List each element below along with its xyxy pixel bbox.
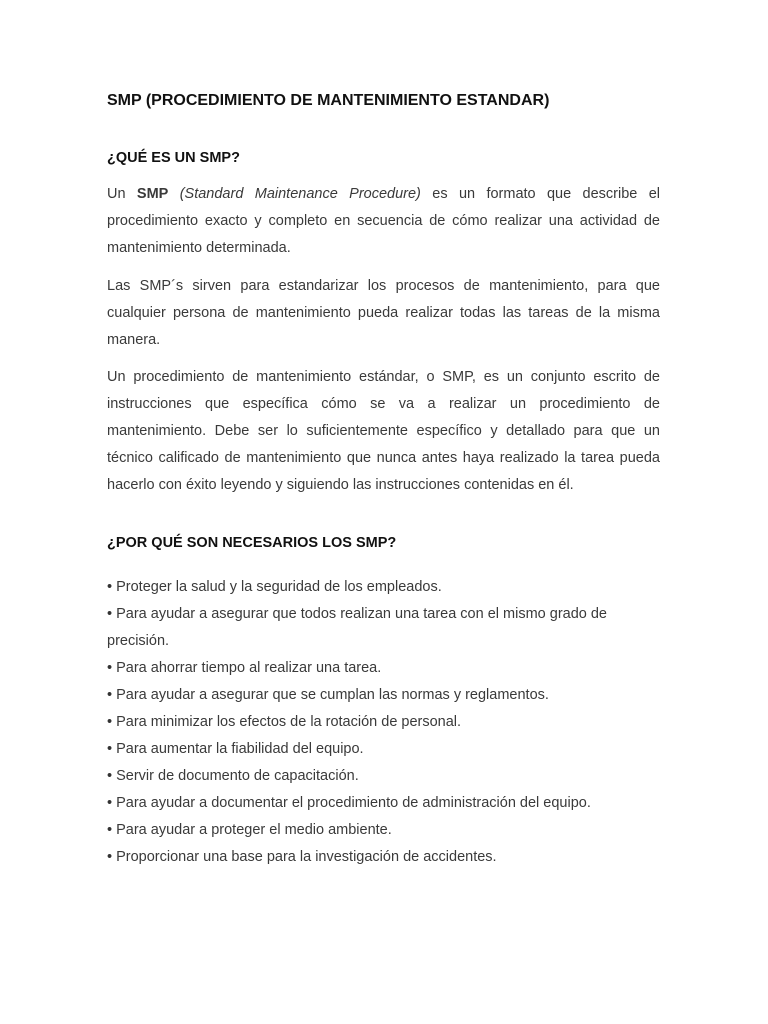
smp-acronym: SMP	[136, 186, 169, 202]
list-item-text: Para aumentar la fiabilidad del equipo.	[116, 741, 364, 757]
bullet-icon: •	[107, 768, 113, 784]
paragraph-purpose: Las SMP´s sirven para estandarizar los procesos de mantenimiento, para que cualquier persona de mantenimiento pueda realizar todas las tareas de la misma manera.	[107, 278, 660, 348]
list-item-text: Para ayudar a asegurar que todos realizan una tarea con el mismo grado de precisión.	[107, 606, 607, 649]
bullet-icon: •	[107, 741, 113, 757]
reasons-list	[107, 574, 660, 871]
document-title: SMP (PROCEDIMIENTO DE MANTENIMIENTO ESTANDAR)	[107, 92, 550, 109]
list-item	[107, 736, 660, 763]
bullet-icon: •	[107, 579, 113, 595]
list-item	[107, 844, 660, 871]
list-item-text: Proteger la salud y la seguridad de los empleados.	[116, 579, 442, 595]
smp-expansion: (Standard Maintenance Procedure)	[179, 186, 421, 202]
list-item-text: Para ayudar a asegurar que se cumplan las normas y reglamentos.	[116, 687, 549, 703]
list-item-text: Para ayudar a proteger el medio ambiente.	[116, 822, 392, 838]
list-item	[107, 574, 660, 601]
list-item-text: Servir de documento de capacitación.	[116, 768, 359, 784]
paragraph-definition	[107, 181, 660, 262]
section-heading-why-necessary: ¿POR QUÉ SON NECESARIOS LOS SMP?	[107, 535, 397, 551]
paragraph-definition-rest: es un formato que describe el procedimiento exacto y completo en secuencia de cómo realizar una actividad de mantenimiento determinada.	[107, 186, 660, 256]
bullet-icon: •	[107, 822, 113, 838]
list-item	[107, 817, 660, 844]
paragraph-space	[168, 186, 179, 202]
bullet-icon: •	[107, 606, 113, 622]
section-heading-what-is-smp: ¿QUÉ ES UN SMP?	[107, 150, 240, 166]
bullet-icon: •	[107, 660, 113, 676]
list-item-text: Proporcionar una base para la investigación de accidentes.	[116, 849, 497, 865]
bullet-icon: •	[107, 714, 113, 730]
bullet-icon: •	[107, 687, 113, 703]
list-item	[107, 682, 660, 709]
list-item	[107, 655, 660, 682]
list-item-text: Para ayudar a documentar el procedimiento de administración del equipo.	[116, 795, 591, 811]
list-item	[107, 709, 660, 736]
paragraph-description: Un procedimiento de mantenimiento estándar, o SMP, es un conjunto escrito de instrucciones que específica cómo se va a realizar un procedimiento de mantenimiento. Debe ser lo suficientemente específico y detallado para que un técnico calificado de mantenimiento que nunca antes haya realizado la tarea pueda hacerlo con éxito leyendo y siguiendo las instrucciones contenidas en él.	[107, 369, 660, 493]
list-item-text: Para minimizar los efectos de la rotación de personal.	[116, 714, 462, 730]
list-item	[107, 790, 660, 817]
bullet-icon: •	[107, 795, 113, 811]
paragraph-definition-prefix: Un	[107, 186, 137, 202]
list-item	[107, 601, 660, 655]
bullet-icon: •	[107, 849, 113, 865]
list-item	[107, 763, 660, 790]
list-item-text: Para ahorrar tiempo al realizar una tarea.	[116, 660, 382, 676]
